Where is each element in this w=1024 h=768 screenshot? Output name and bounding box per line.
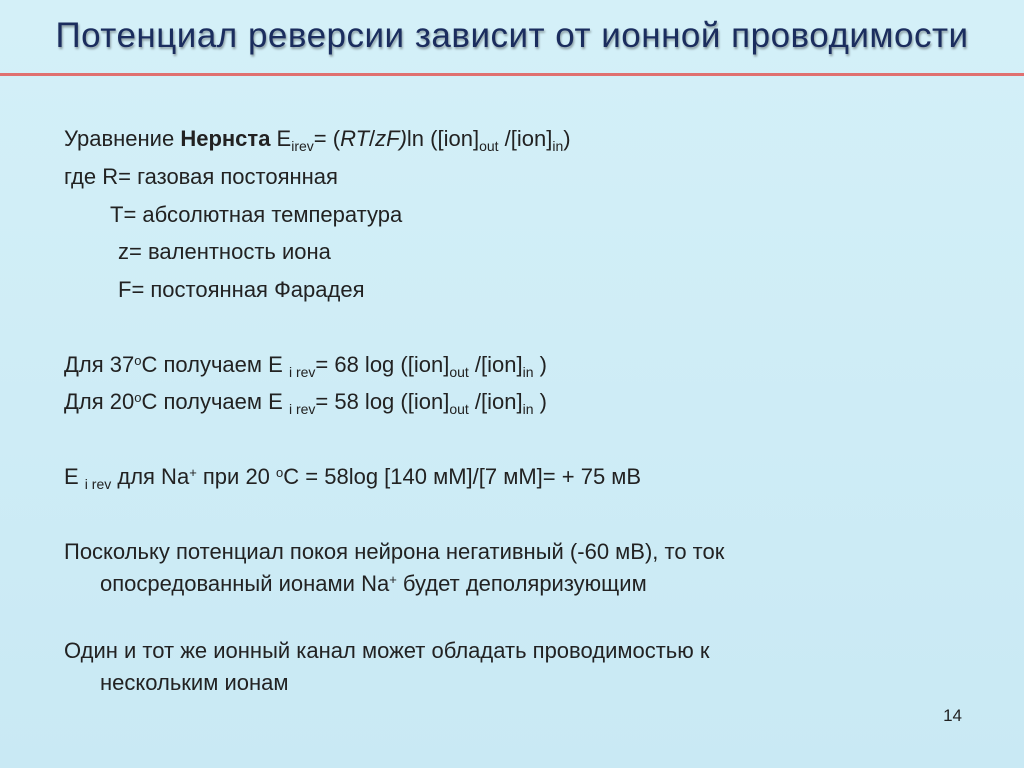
na-plus: +: [189, 465, 197, 480]
rest-plus: +: [389, 572, 397, 587]
t20-close: ): [533, 389, 547, 414]
t20-in-sub: in: [522, 401, 534, 417]
rest-potential-line2: [100, 571, 647, 597]
nernst-slash: /: [369, 126, 376, 151]
def-z: z= валентность иона: [118, 239, 331, 264]
t20-pre: Для 20: [64, 389, 135, 414]
t20-mid2: /[ion]: [468, 389, 523, 414]
nernst-lead: Уравнение: [64, 126, 181, 151]
erev-na-line: [64, 464, 641, 490]
rest-line2-pre: опосредованный ионами Na: [100, 571, 390, 596]
t20-mid: C получаем E: [141, 389, 289, 414]
t37-val: = 68 log ([ion]: [315, 352, 450, 377]
def-t: T= абсолютная температура: [110, 202, 403, 227]
title-divider: [0, 73, 1024, 76]
page-number: 14: [943, 706, 962, 725]
t37-in-sub: in: [522, 364, 534, 380]
t37-deg: o: [134, 353, 142, 368]
rest-potential-line1: Поскольку потенциал покоя нейрона негативный (-60 мВ), то ток: [64, 539, 725, 564]
t20-val: = 58 log ([ion]: [315, 389, 450, 414]
nernst-e-sub: irev: [291, 138, 314, 154]
t37-sub: i rev: [288, 364, 316, 380]
erev-37-line: [64, 352, 547, 378]
na-mid2: при 20: [196, 464, 277, 489]
nernst-equation-line: [64, 126, 571, 152]
rest-line2-post: будет деполяризующим: [396, 571, 647, 596]
nernst-close: ): [563, 126, 571, 151]
nernst-mid: /[ion]: [498, 126, 553, 151]
channel-line2: нескольким ионам: [100, 670, 289, 695]
na-sub: i rev: [84, 476, 112, 492]
nernst-out-sub: out: [479, 138, 499, 154]
nernst-name: Нернста: [180, 126, 271, 151]
t37-pre: Для 37: [64, 352, 135, 377]
t20-out-sub: out: [449, 401, 469, 417]
na-mid: для Na: [111, 464, 190, 489]
nernst-ln: ln ([ion]: [406, 126, 480, 151]
nernst-e: E: [270, 126, 292, 151]
t20-deg: o: [134, 390, 142, 405]
t37-out-sub: out: [449, 364, 469, 380]
nernst-eq: = (: [313, 126, 341, 151]
channel-line1: Один и тот же ионный канал может обладать проводимостью к: [64, 638, 710, 663]
def-f: F= постоянная Фарадея: [118, 277, 365, 302]
na-rest: C = 58log [140 мМ]/[7 мМ]= + 75 мВ: [283, 464, 642, 489]
nernst-in-sub: in: [552, 138, 564, 154]
t37-mid: C получаем E: [141, 352, 289, 377]
nernst-zf: zF): [375, 126, 407, 151]
t20-sub: i rev: [288, 401, 316, 417]
t37-mid2: /[ion]: [468, 352, 523, 377]
erev-20-line: [64, 389, 547, 415]
na-deg: o: [276, 465, 284, 480]
def-r: где R= газовая постоянная: [64, 164, 338, 189]
slide-title: Потенциал реверсии зависит от ионной проводимости: [55, 16, 969, 55]
na-e: E: [64, 464, 85, 489]
nernst-rt: RT: [340, 126, 370, 151]
t37-close: ): [533, 352, 547, 377]
